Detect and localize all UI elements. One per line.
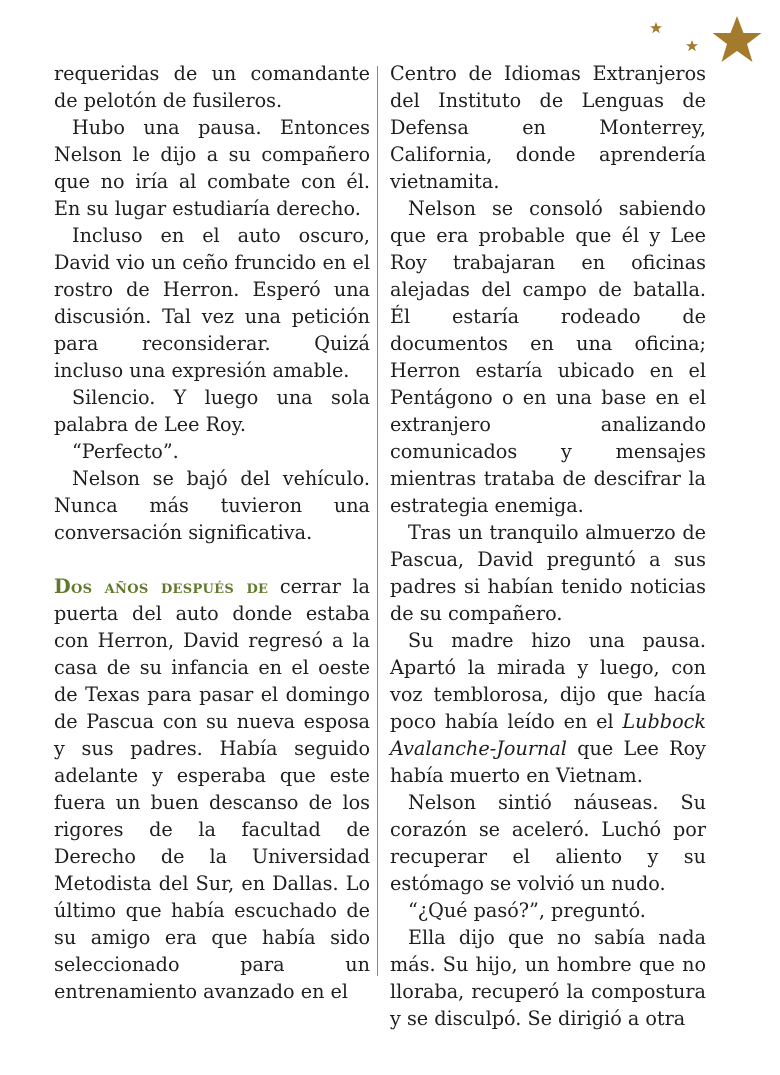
paragraph: Tras un tranquilo almuerzo de Pascua, David preguntó a sus padres si habían tenido noticias de su compañero. [390,521,706,625]
paragraph: Nelson se bajó del vehículo. Nunca más tuvieron una conversación significativa. [54,467,370,544]
paragraph: Silencio. Y luego una sola palabra de Lee Roy. [54,386,370,436]
paragraph-text: Su madre hizo una pausa. Apartó la mirada y luego, con voz temblorosa, dijo que hacía poco había leído en el [390,629,706,733]
small-star-icon [686,40,698,51]
section-text: cerrar la puerta del auto donde estaba con Herron, David regresó a la casa de su infancia en el oeste de Texas para pasar el domingo de Pascua con su nueva esposa y sus padres. Había seguido adelante y esperaba que este fuera un buen descanso de los rigores de la facultad de Derecho de la Universidad Metodista del Sur, en Dallas. Lo último que había escuchado de su amigo era que había sido seleccionado para un entrenamiento avanzado en el [54,575,371,1003]
newspaper-title: Lubbock Avalanche-Journal [390,710,706,760]
paragraph: Centro de Idiomas Extranjeros del Instituto de Lenguas de Defensa en Monterrey, California, donde aprendería vietnamita. [390,62,706,193]
section-lead-in: Dos años después de [54,575,269,598]
paragraph: Hubo una pausa. Entonces Nelson le dijo a su compañero que no iría al combate con él. En su lugar estudiaría derecho. [54,116,370,220]
section-paragraph [54,573,370,1005]
paragraph: Nelson sintió náuseas. Su corazón se aceleró. Luchó por recuperar el aliento y su estómago se volvió un nudo. [390,791,706,895]
paragraph: Ella dijo que no sabía nada más. Su hijo, un hombre que no lloraba, recuperó la compostura y se disculpó. Se dirigió a otra [390,926,706,1030]
paragraph: Incluso en el auto oscuro, David vio un ceño fruncido en el rostro de Herron. Esperó una discusión. Tal vez una petición para reconsiderar. Quizá incluso una expresión amable. [54,224,370,382]
paragraph: “Perfecto”. [72,440,179,463]
paragraph: “¿Qué pasó?”, preguntó. [408,899,646,922]
right-column [390,60,706,1032]
large-star-icon [713,16,762,62]
paragraph-text: que Lee Roy había muerto en Vietnam. [390,737,706,787]
paragraph: requeridas de un comandante de pelotón de fusileros. [54,62,370,112]
left-column [54,60,370,1005]
column-divider [377,66,378,976]
paragraph [390,627,706,789]
small-star-icon [650,22,662,33]
paragraph: Nelson se consoló sabiendo que era probable que él y Lee Roy trabajaran en oficinas alejadas del campo de batalla. Él estaría rodeado de documentos en una oficina; Herron estaría ubicado en el Pentágono o en una base en el extranjero analizando comunicados y mensajes mientras trataba de descifrar la estrategia enemiga. [390,197,706,517]
